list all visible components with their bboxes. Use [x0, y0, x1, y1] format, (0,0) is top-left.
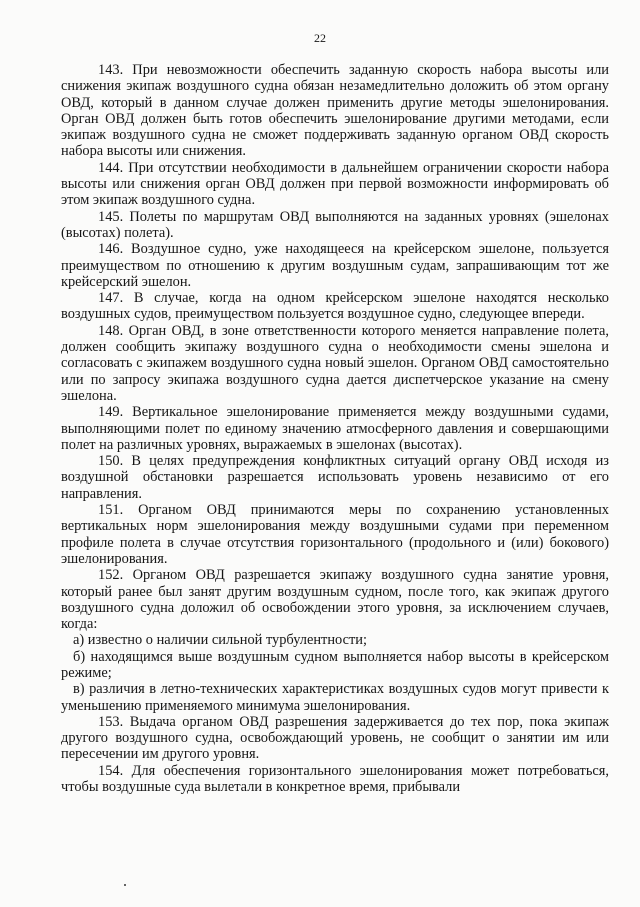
page-number: 22 — [314, 31, 326, 45]
paragraph-154: 154. Для обеспечения горизонтального эшелонирования может потребоваться, чтобы воздушные суда вылетали в конкретное время, прибывали — [61, 762, 609, 796]
paragraph-149: 149. Вертикальное эшелонирование применяется между воздушными судами, выполняющими полет по единому значению атмосферного давления и совершающими полет на различных уровнях, выражаемых в эшелонах (высотах). — [61, 404, 609, 453]
paragraph-144: 144. При отсутствии необходимости в дальнейшем ограничении скорости набора высоты или снижения орган ОВД должен при первой возможности информировать об этом экипаж воздушного судна. — [61, 159, 609, 209]
scan-speck — [124, 884, 126, 886]
paragraph-147: 147. В случае, когда на одном крейсерском эшелоне находятся несколько воздушных судов, преимуществом пользуется воздушное судно, следующее впереди. — [61, 290, 609, 323]
document-body — [61, 62, 609, 795]
subitem-b: б) находящимся выше воздушным судном выполняется набор высоты в крейсерском режиме; — [61, 648, 609, 681]
paragraph-152: 152. Органом ОВД разрешается экипажу воздушного судна занятие уровня, который ранее был занят другим воздушным судном, после того, как экипаж другого воздушного судна доложил об освобождении этого уровня, за исключением случаев, когда: — [61, 567, 609, 633]
subitem-a: а) известно о наличии сильной турбулентности; — [73, 632, 367, 649]
paragraph-153: 153. Выдача органом ОВД разрешения задерживается до тех пор, пока экипаж другого воздушного судна, освобождающий уровень, не сообщит о занятии им или пересечении им другого уровня. — [61, 713, 609, 763]
subitem-v: в) различия в летно-технических характеристиках воздушных судов могут привести к уменьшению применяемого минимума эшелонирования. — [61, 681, 609, 714]
paragraph-143: 143. При невозможности обеспечить заданную скорость набора высоты или снижения экипаж воздушного судна обязан незамедлительно доложить об этом органу ОВД, который в данном случае должен применить другие методы эшелонирования. Орган ОВД должен быть готов обеспечить эшелонирование другими методами, если экипаж воздушного судна не сможет поддерживать заданную органом ОВД скорость набора высоты или снижения. — [61, 62, 609, 160]
paragraph-148: 148. Орган ОВД, в зоне ответственности которого меняется направление полета, должен сообщить экипажу воздушного судна о необходимости смены эшелона и согласовать с экипажем воздушного судна новый эшелон. Органом ОВД самостоятельно или по запросу экипажа воздушного судна дается диспетчерское указание на смену эшелона. — [61, 322, 609, 404]
paragraph-150: 150. В целях предупреждения конфликтных ситуаций органу ОВД исходя из воздушной обстановки разрешается использовать уровень независимо от его направления. — [61, 453, 609, 502]
paragraph-145: 145. Полеты по маршрутам ОВД выполняются на заданных уровнях (эшелонах (высотах) полета). — [61, 208, 609, 241]
paragraph-151: 151. Органом ОВД принимаются меры по сохранению установленных вертикальных норм эшелонирования между воздушными судами при переменном профиле полета в случае отсутствия горизонтального (продольного и (или) бокового) эшелонирования. — [61, 502, 609, 567]
paragraph-146: 146. Воздушное судно, уже находящееся на крейсерском эшелоне, пользуется преимуществом по отношению к другим воздушным судам, запрашивающим тот же крейсерский эшелон. — [61, 241, 609, 290]
